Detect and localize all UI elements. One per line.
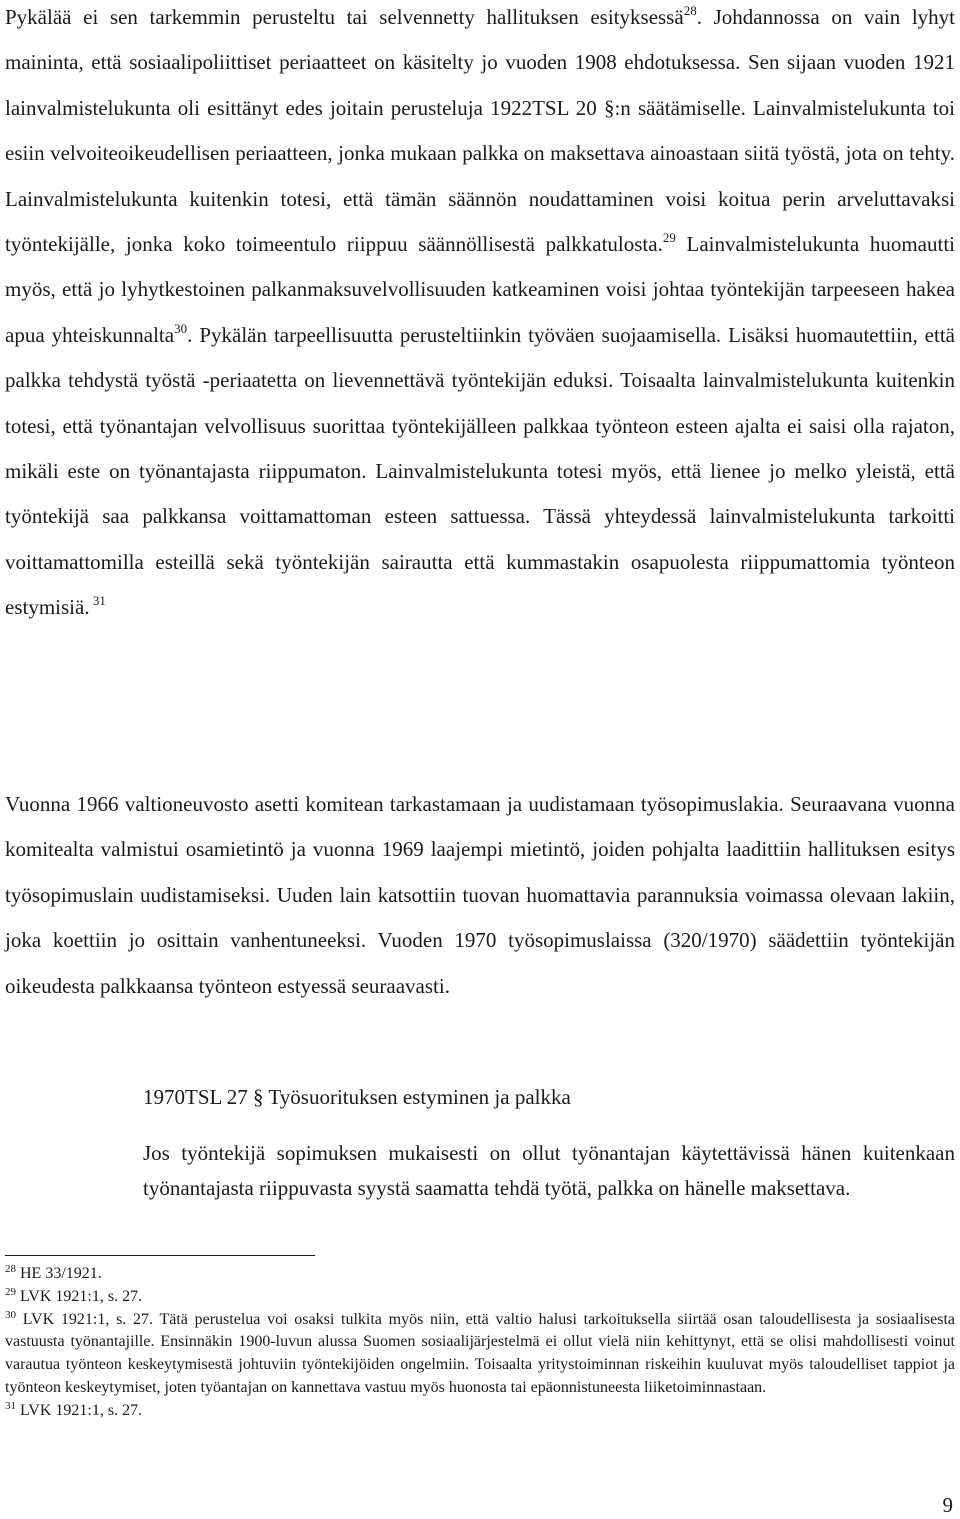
body-paragraph xyxy=(5,0,955,631)
footnote xyxy=(5,1286,955,1309)
footnote-number: 31 xyxy=(5,1399,16,1412)
statute-quote-title: 1970TSL 27 § Työsuorituksen estyminen ja palkka xyxy=(143,1085,571,1109)
footnotes xyxy=(5,1263,955,1423)
footnote-number: 28 xyxy=(5,1263,16,1275)
footnote-reference: 31 xyxy=(89,593,106,609)
footnote-number: 30 xyxy=(5,1308,16,1321)
statute-quote-text: Jos työntekijä sopimuksen mukaisesti on ollut työnantajan käytettävissä hänen kuitenkaan työnantajasta riippuvasta syystä saamatta tehdä työtä, palkka on hänelle maksettava. xyxy=(143,1141,955,1200)
footnote-text: LVK 1921:1, s. 27. xyxy=(16,1287,143,1305)
paragraph-text: . Pykälän tarpeellisuutta perusteltiinkin työväen suojaamisella. Lisäksi huomautettiin, että palkka tehdystä työstä -periaatetta on lievennettävä työntekijän eduksi. Toisaalta lainvalmistelukunta kuitenkin totesi, että työnantajan velvollisuus suorittaa työntekijälleen palkkaa työnteon esteen ajalta ei saisi olla rajaton, mikäli este on työnantajasta riippumaton. Lainvalmistelukunta totesi myös, että lienee jo melko yleistä, että työntekijä saa palkkansa voittamattoman esteen sattuessa. Tässä yhteydessä lainvalmistelukunta tarkoitti voittamattomilla esteillä sekä työntekijän sairautta että kummastakin osapuolesta riippumattomia työnteon estymisiä. xyxy=(5,322,955,620)
footnote-reference: 30 xyxy=(174,320,188,336)
paragraph-text: Pykälää ei sen tarkemmin perusteltu tai selvennetty hallituksen esityksessä xyxy=(5,5,684,29)
paragraph-text: Lainvalmistelukunta huomautti myös, että jo lyhytkestoinen palkanmaksuvelvollisuuden katkeaminen voisi johtaa työntekijän tarpeeseen hakea apua yhteiskunnalta xyxy=(5,232,955,347)
page-number: 9 xyxy=(942,1493,953,1517)
footnote-number: 29 xyxy=(5,1285,16,1298)
footnote-reference: 29 xyxy=(662,230,676,246)
body-paragraph: Vuonna 1966 valtioneuvosto asetti komitean tarkastamaan ja uudistamaan työsopimuslakia. Seuraavana vuonna komitealta valmistui osamietintö ja vuonna 1969 laajempi mietintö, joiden pohjalta laadittiin hallituksen esitys työsopimuslain uudistamiseksi. Uuden lain katsottiin tuovan huomattavia parannuksia voimassa olevaan lakiin, joka koettiin jo osittain vanhentuneeksi. Vuoden 1970 työsopimuslaissa (320/1970) säädettiin työntekijän oikeudesta palkkaansa työnteon estyessä seuraavasti. xyxy=(5,792,955,998)
footnote-text: LVK 1921:1, s. 27. Tätä perustelua voi osaksi tulkita myös niin, että valtio halusi tarkoituksella siirtää osan taloudellisesta ja sosiaalisesta vastuusta työnantajille. Ensinnäkin 1900-luvun alussa Suomen sosiaalijärjestelmä ei ollut vielä niin kehittynyt, että se olisi mahdollisesti voinut varautua työnteon keskeytymisestä johtuviin työntekijöiden ongelmiin. Toisaalta yritystoiminnan riskeihin kuuluvat myös taloudelliset tappiot ja työnteon keskeytymiset, joten työantajan on kannettava vastuu myös huonosta tai epäonnistuneesta liiketoiminnastaan. xyxy=(5,1310,955,1396)
footnote xyxy=(5,1309,955,1400)
footnote-reference: 28 xyxy=(683,3,697,18)
footnote xyxy=(5,1263,955,1286)
footnote-separator xyxy=(5,1255,315,1256)
footnote-text: HE 33/1921. xyxy=(16,1265,102,1282)
footnote-text: LVK 1921:1, s. 27. xyxy=(16,1401,143,1419)
paragraph-text: . Johdannossa on vain lyhyt maininta, että sosiaalipoliittiset periaatteet on käsitelty jo vuoden 1908 ehdotuksessa. Sen sijaan vuoden 1921 lainvalmistelukunta oli esittänyt edes joitain perusteluja 1922TSL 20 §:n säätämiselle. Lainvalmistelukunta toi esiin velvoiteoikeudellisen periaatteen, jonka mukaan palkka on maksettava ainoastaan siitä työstä, jota on tehty. Lainvalmistelukunta kuitenkin totesi, että tämän säännön noudattaminen voisi koitua perin arveluttavaksi työntekijälle, jonka koko toimeentulo riippuu säännöllisestä palkkatulosta. xyxy=(5,5,956,257)
footnote xyxy=(5,1400,955,1423)
